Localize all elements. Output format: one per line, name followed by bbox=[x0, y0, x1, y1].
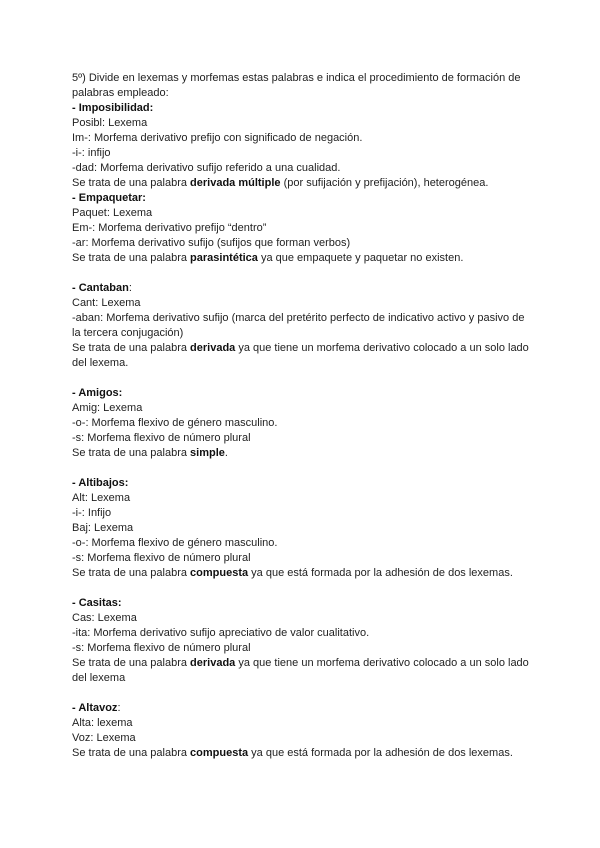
heading-word: Altavoz bbox=[78, 702, 118, 714]
word-section bbox=[72, 101, 532, 191]
morpheme-line: Im-: Morfema derivativo prefijo con significado de negación. bbox=[72, 132, 363, 144]
morpheme-line: Posibl: Lexema bbox=[72, 117, 148, 129]
conclusion-text: Se trata de una palabra bbox=[72, 747, 191, 759]
formation-conclusion bbox=[72, 341, 532, 371]
heading-dash: - bbox=[72, 387, 79, 399]
word-section bbox=[72, 281, 532, 371]
conclusion-text: Se trata de una palabra bbox=[72, 342, 191, 354]
conclusion-text: Se trata de una palabra bbox=[72, 657, 191, 669]
morpheme-line: -s: Morfema flexivo de número plural bbox=[72, 642, 251, 654]
formation-type: derivada bbox=[190, 342, 236, 354]
formation-type: derivada múltiple bbox=[190, 177, 281, 189]
morpheme-line: Cant: Lexema bbox=[72, 297, 141, 309]
word-heading bbox=[72, 101, 532, 116]
morpheme-line: -ita: Morfema derivativo sufijo apreciativo de valor cualitativo. bbox=[72, 627, 370, 639]
conclusion-text: Se trata de una palabra bbox=[72, 567, 191, 579]
word-heading bbox=[72, 191, 532, 206]
section-spacer bbox=[72, 266, 532, 281]
section-spacer bbox=[72, 686, 532, 701]
morpheme-line: Cas: Lexema bbox=[72, 612, 137, 624]
word-analysis-list bbox=[72, 101, 532, 761]
morpheme-line: -o-: Morfema flexivo de género masculino. bbox=[72, 537, 278, 549]
conclusion-text: Se trata de una palabra bbox=[72, 447, 191, 459]
morpheme-line: Alt: Lexema bbox=[72, 492, 131, 504]
word-section bbox=[72, 476, 532, 581]
word-section bbox=[72, 386, 532, 461]
word-heading bbox=[72, 701, 532, 716]
word-heading bbox=[72, 281, 532, 296]
morpheme-line: -i-: Infijo bbox=[72, 507, 112, 519]
formation-conclusion bbox=[72, 251, 532, 266]
word-section bbox=[72, 701, 532, 761]
morpheme-line: -s: Morfema flexivo de número plural bbox=[72, 432, 251, 444]
morpheme-line: -o-: Morfema flexivo de género masculino. bbox=[72, 417, 278, 429]
heading-dash: - bbox=[72, 702, 79, 714]
formation-type: derivada bbox=[190, 657, 236, 669]
word-heading bbox=[72, 596, 532, 611]
word-section bbox=[72, 191, 532, 266]
heading-word: Cantaban bbox=[78, 282, 129, 294]
heading-word: Casitas: bbox=[78, 597, 122, 609]
morpheme-line: Baj: Lexema bbox=[72, 522, 134, 534]
morpheme-line: -i-: infijo bbox=[72, 147, 111, 159]
morpheme-line: -aban: Morfema derivativo sufijo (marca del pretérito perfecto de indicativo activo y pasivo de la tercera conjugación) bbox=[72, 312, 525, 339]
heading-colon: : bbox=[117, 702, 121, 714]
formation-type: compuesta bbox=[190, 567, 249, 579]
heading-word: Altibajos: bbox=[78, 477, 129, 489]
conclusion-text: ya que empaquete y paquetar no existen. bbox=[257, 252, 464, 264]
heading-dash: - bbox=[72, 102, 79, 114]
morpheme-line: -s: Morfema flexivo de número plural bbox=[72, 552, 251, 564]
morpheme-line: Em-: Morfema derivativo prefijo “dentro” bbox=[72, 222, 267, 234]
formation-type: simple bbox=[190, 447, 225, 459]
morpheme-line: -ar: Morfema derivativo sufijo (sufijos que forman verbos) bbox=[72, 237, 351, 249]
conclusion-text: (por sufijación y prefijación), heterogénea. bbox=[280, 177, 489, 189]
section-spacer bbox=[72, 581, 532, 596]
heading-dash: - bbox=[72, 477, 79, 489]
morpheme-line: Paquet: Lexema bbox=[72, 207, 153, 219]
heading-word: Empaquetar: bbox=[78, 192, 146, 204]
conclusion-text: ya que está formada por la adhesión de dos lexemas. bbox=[248, 567, 513, 579]
word-heading bbox=[72, 476, 532, 491]
heading-dash: - bbox=[72, 282, 79, 294]
word-heading bbox=[72, 386, 532, 401]
morpheme-line: Amig: Lexema bbox=[72, 402, 143, 414]
heading-dash: - bbox=[72, 192, 79, 204]
conclusion-text: Se trata de una palabra bbox=[72, 252, 191, 264]
heading-dash: - bbox=[72, 597, 79, 609]
heading-word: Imposibilidad: bbox=[78, 102, 154, 114]
conclusion-text: . bbox=[224, 447, 228, 459]
formation-conclusion bbox=[72, 176, 532, 191]
morpheme-line: -dad: Morfema derivativo sufijo referido a una cualidad. bbox=[72, 162, 341, 174]
conclusion-text: ya que tiene un morfema derivativo colocado a un solo lado del lexema bbox=[72, 657, 529, 684]
section-spacer bbox=[72, 461, 532, 476]
heading-word: Amigos: bbox=[78, 387, 123, 399]
section-spacer bbox=[72, 371, 532, 386]
morpheme-line: Alta: lexema bbox=[72, 717, 133, 729]
heading-colon: : bbox=[128, 282, 132, 294]
formation-type: parasintética bbox=[190, 252, 258, 264]
conclusion-text: ya que está formada por la adhesión de dos lexemas. bbox=[248, 747, 513, 759]
conclusion-text: ya que tiene un morfema derivativo colocado a un solo lado del lexema. bbox=[72, 342, 529, 369]
conclusion-text: Se trata de una palabra bbox=[72, 177, 191, 189]
morpheme-line: Voz: Lexema bbox=[72, 732, 136, 744]
formation-conclusion bbox=[72, 566, 532, 581]
exercise-statement: 5º) Divide en lexemas y morfemas estas palabras e indica el procedimiento de formación de palabras empleado: bbox=[72, 72, 521, 99]
word-section bbox=[72, 596, 532, 686]
formation-conclusion bbox=[72, 656, 532, 686]
formation-conclusion bbox=[72, 446, 532, 461]
formation-conclusion bbox=[72, 746, 532, 761]
formation-type: compuesta bbox=[190, 747, 249, 759]
document-body bbox=[72, 71, 532, 761]
